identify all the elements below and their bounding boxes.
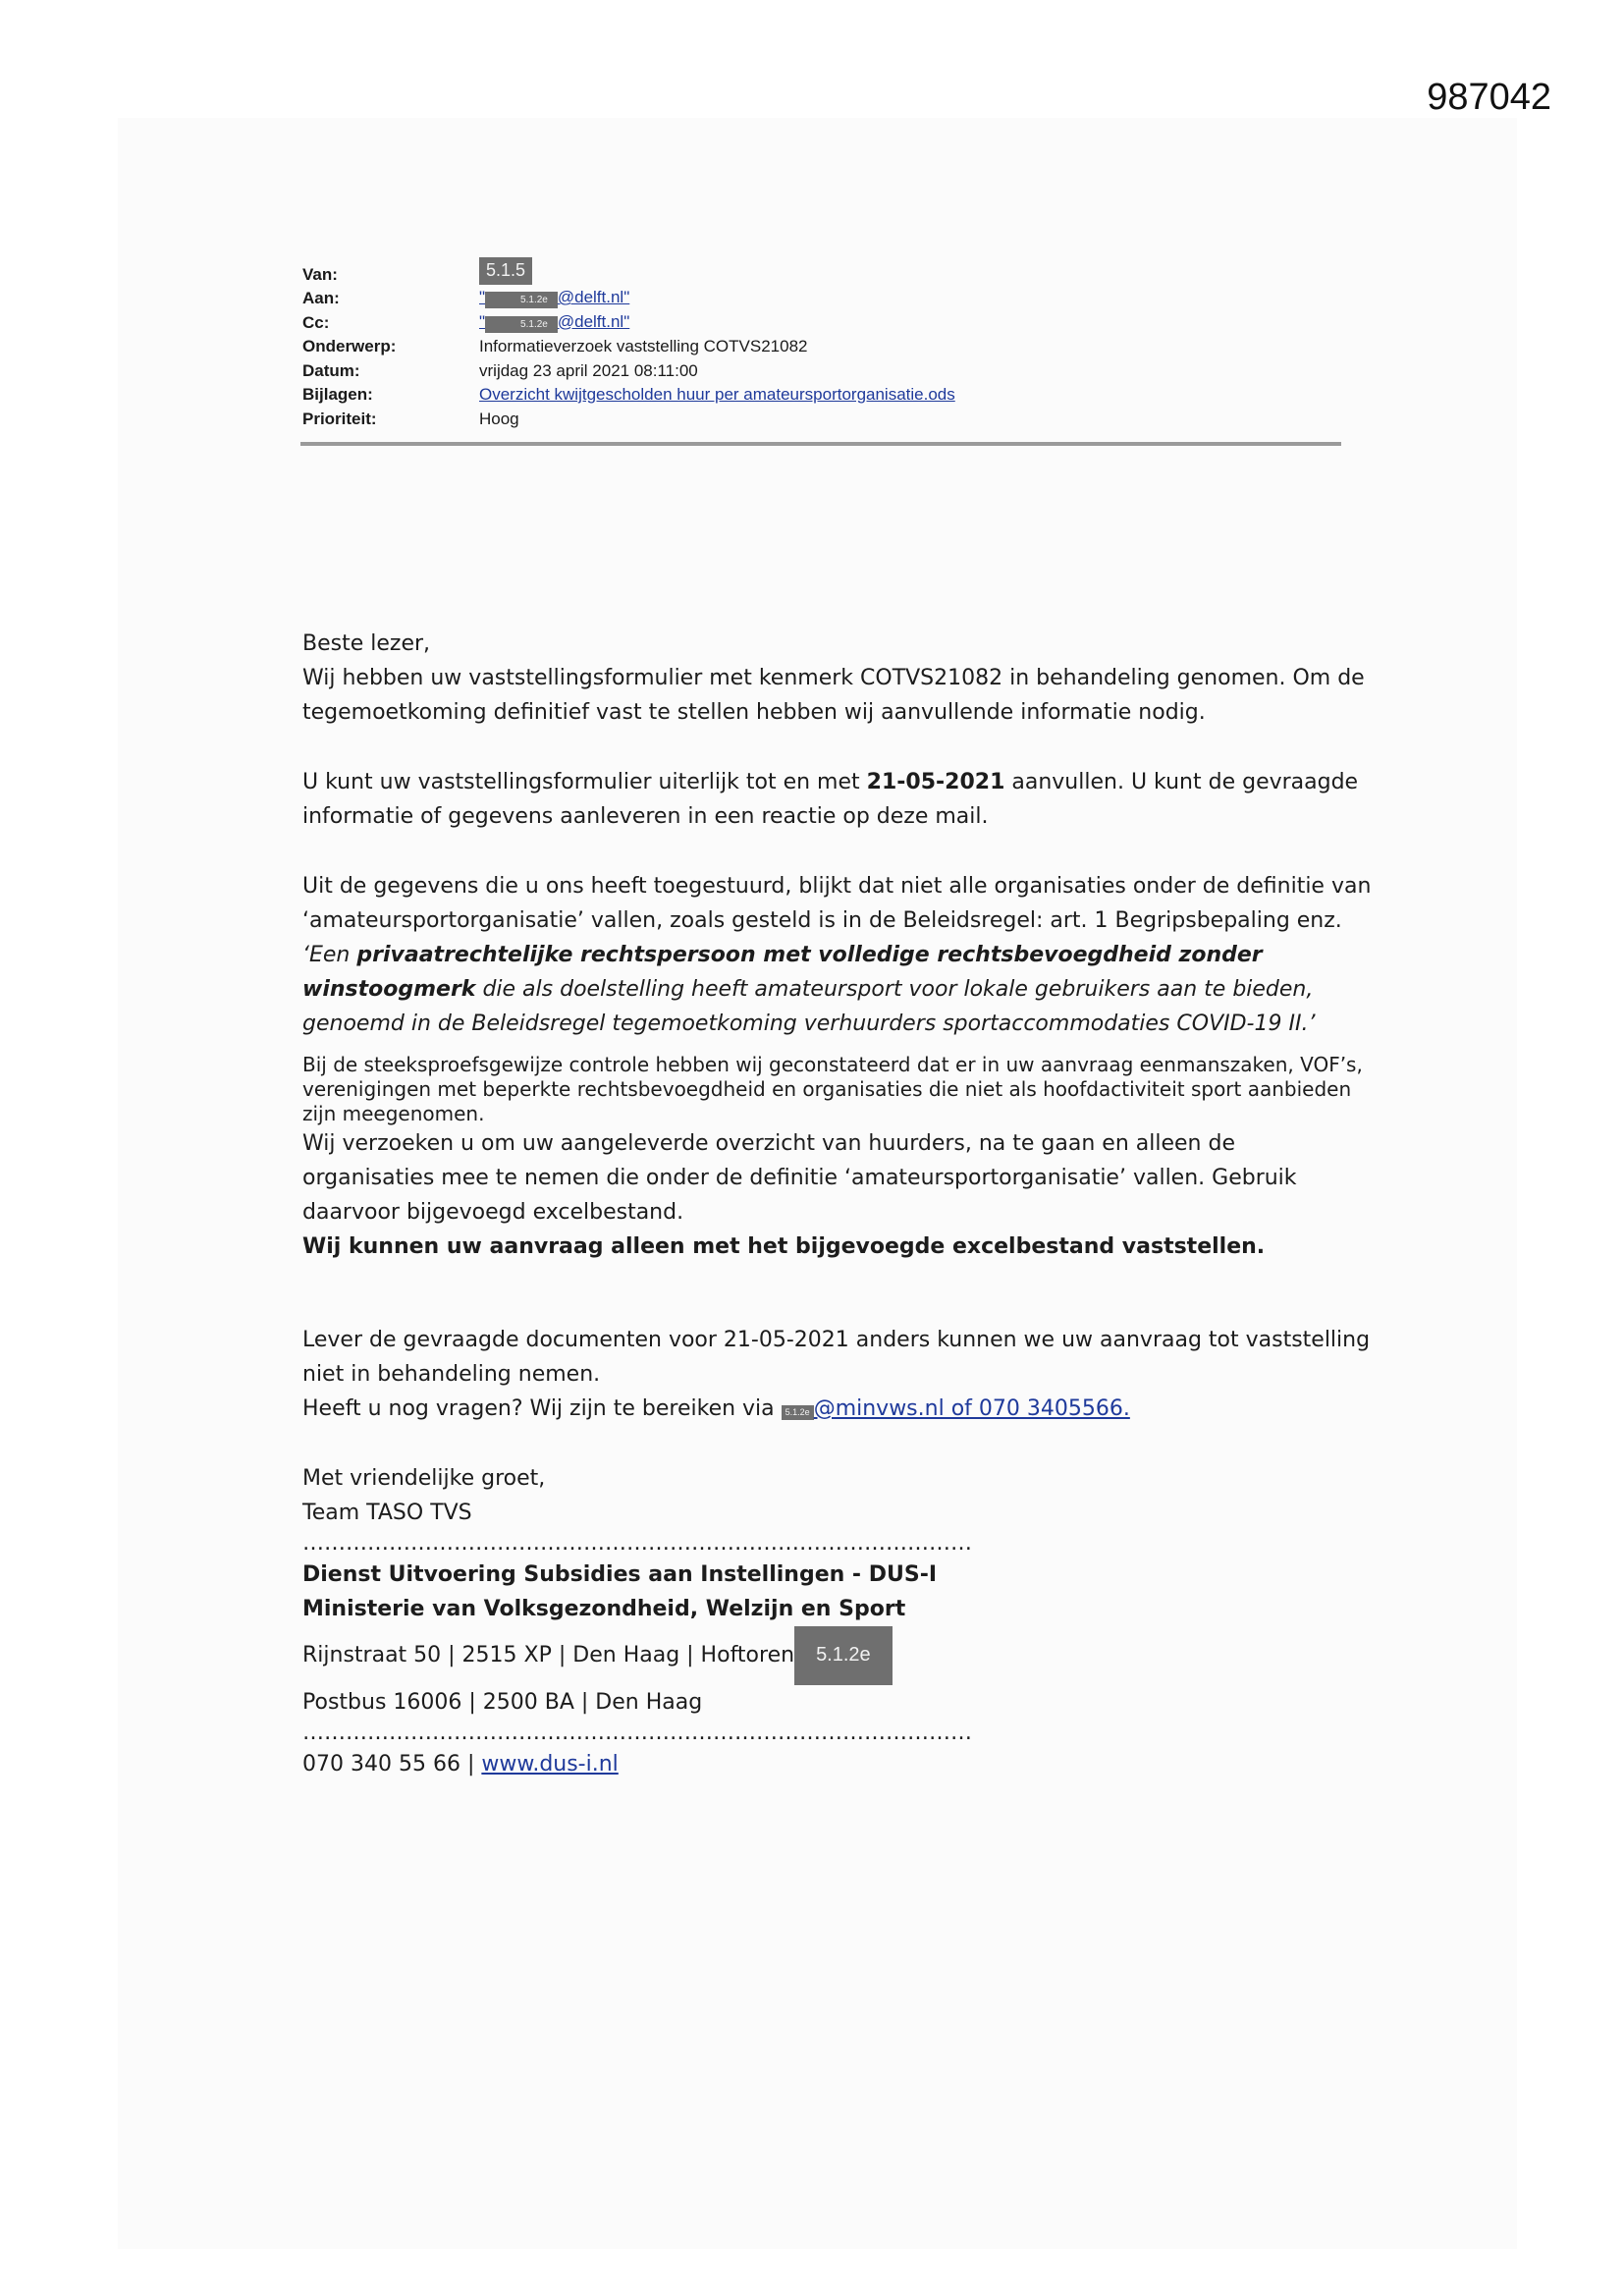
document-number: 987042	[1427, 77, 1551, 118]
paragraph-definition: Uit de gegevens die u ons heeft toegestuurd, blijkt dat niet alle organisaties onder de definitie van ‘amateursportorganisatie’ vallen, zoals gesteld is in de Beleidsregel: art. 1 Begripsbepaling enz.	[302, 874, 1372, 933]
cc-address[interactable]: " 5.1.2e @delft.nl"	[479, 311, 630, 331]
subject-value: Informatieverzoek vaststelling COTVS21082	[479, 337, 808, 355]
bijlagen-label: Bijlagen:	[302, 385, 373, 404]
date-value: vrijdag 23 april 2021 08:11:00	[479, 360, 698, 380]
prioriteit-label: Prioriteit:	[302, 409, 377, 428]
deadline-date: 21-05-2021	[866, 770, 1005, 794]
redaction-box: 5.1.2e	[782, 1405, 814, 1420]
org-name: Dienst Uitvoering Subsidies aan Instellingen - DUS-I	[302, 1562, 938, 1587]
contact-link[interactable]: 5.1.2e @minvws.nl of 070 3405566.	[782, 1396, 1130, 1421]
signature-separator-2: …………………………………………………………………………………	[302, 1721, 972, 1745]
team-name: Team TASO TVS	[302, 1501, 472, 1525]
paragraph-intro: Wij hebben uw vaststellingsformulier met kenmerk COTVS21082 in behandeling genomen. Om de tegemoetkoming definitief vast te stellen hebben wij aanvullende informatie nodig.	[302, 666, 1365, 725]
definition-emphasis: privaatrechtelijke rechtspersoon met volledige rechtsbevoegdheid zonder winstoogmerk	[302, 943, 1263, 1002]
header-row-datum	[302, 356, 1341, 381]
aan-label: Aan:	[302, 289, 340, 307]
priority-value: Hoog	[479, 409, 519, 428]
paragraph-contact: Heeft u nog vragen? Wij zijn te bereiken via 5.1.2e @minvws.nl of 070 3405566.	[302, 1396, 1130, 1421]
paragraph-request: Wij verzoeken u om uw aangeleverde overzicht van huurders, na te gaan en alleen de organisaties mee te nemen die onder de definitie ‘amateursportorganisatie’ vallen. Gebruik daarvoor bijgevoegd excelbestand.	[302, 1131, 1297, 1225]
paragraph-deadline: U kunt uw vaststellingsformulier uiterlijk tot en met 21-05-2021 aanvullen. U kunt de gevraagde informatie of gegevens aanleveren in een reactie op deze mail.	[302, 770, 1359, 829]
aan-address[interactable]: " 5.1.2e @delft.nl"	[479, 288, 630, 306]
header-row-bijlagen	[302, 381, 1341, 406]
contact-line: 070 340 55 66 | www.dus-i.nl	[302, 1752, 619, 1777]
redaction-box: 5.1.5	[479, 257, 532, 285]
redaction-box: 5.1.2e	[485, 292, 558, 308]
header-divider	[300, 442, 1341, 446]
ministry-name: Ministerie van Volksgezondheid, Welzijn en Sport	[302, 1597, 906, 1621]
paragraph-requirement: Wij kunnen uw aanvraag alleen met het bijgevoegde excelbestand vaststellen.	[302, 1234, 1266, 1259]
header-row-prioriteit	[302, 405, 1341, 429]
header-row-onderwerp	[302, 333, 1341, 357]
header-row-van	[302, 260, 1341, 285]
address-line-1: Rijnstraat 50 | 2515 XP | Den Haag | Hoftoren 5.1.2e	[302, 1626, 1373, 1685]
onderwerp-label: Onderwerp:	[302, 337, 397, 355]
header-row-cc	[302, 308, 1341, 333]
address-line-2: Postbus 16006 | 2500 BA | Den Haag	[302, 1690, 703, 1715]
cc-label: Cc:	[302, 312, 330, 332]
van-label: Van:	[302, 264, 338, 284]
email-header	[302, 260, 1341, 429]
definition-quote: ‘Een privaatrechtelijke rechtspersoon met volledige rechtsbevoegdheid zonder winstoogmerk die als doelstelling heeft amateursport voor lokale gebruikers aan te bieden, genoemd in de Beleidsregel tegemoetkoming verhuurders sportaccommodaties COVID-19 II.’	[302, 943, 1316, 1036]
datum-label: Datum:	[302, 360, 360, 380]
email-body	[302, 627, 1373, 1781]
signature-separator: …………………………………………………………………………………	[302, 1531, 972, 1556]
closing: Met vriendelijke groet,	[302, 1466, 546, 1491]
header-row-aan	[302, 285, 1341, 309]
website-link[interactable]: www.dus-i.nl	[481, 1752, 619, 1777]
greeting: Beste lezer,	[302, 631, 431, 656]
redaction-box: 5.1.2e	[794, 1626, 893, 1685]
paragraph-findings: Bij de steeksproefsgewijze controle hebben wij geconstateerd dat er in uw aanvraag eenmanszaken, VOF’s, verenigingen met beperkte rechtsbevoegdheid en organisaties die niet als hoofdactiviteit sport aanbieden zijn meegenomen.	[302, 1053, 1363, 1125]
attachment-link[interactable]: Overzicht kwijtgescholden huur per amateursportorganisatie.ods	[479, 385, 955, 404]
redaction-box: 5.1.2e	[485, 316, 558, 333]
paragraph-submit: Lever de gevraagde documenten voor 21-05-2021 anders kunnen we uw aanvraag tot vaststelling niet in behandeling nemen.	[302, 1328, 1371, 1387]
